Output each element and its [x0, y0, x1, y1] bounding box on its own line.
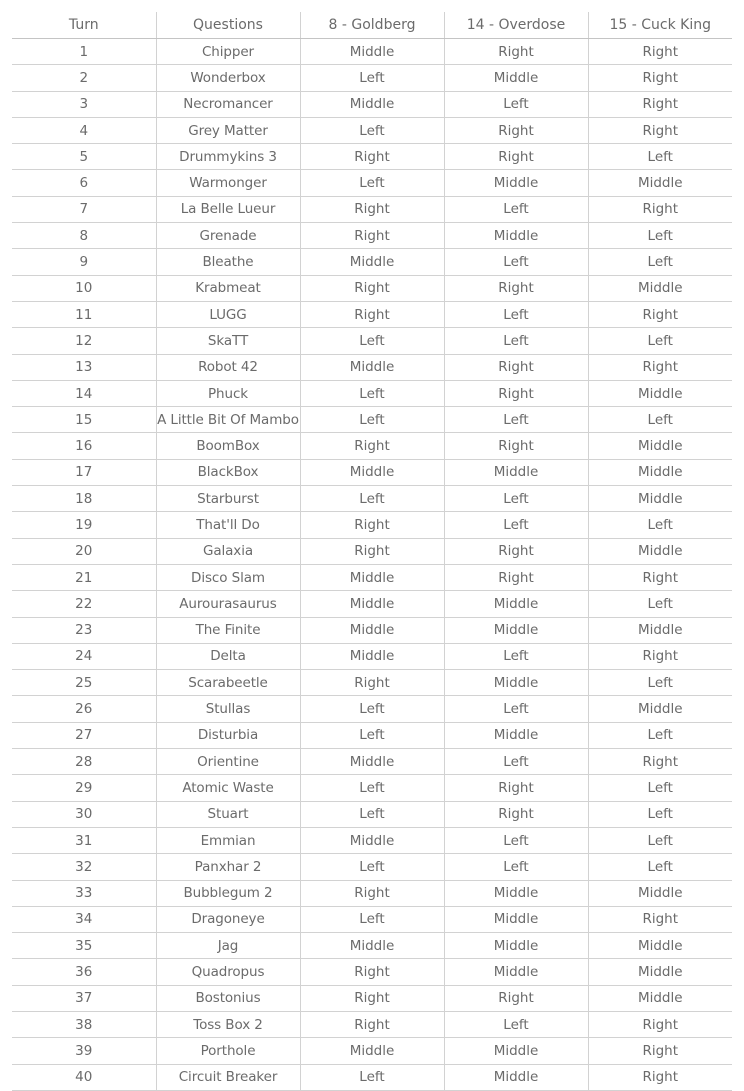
cell-overdose: Right: [444, 433, 588, 459]
cell-cuck-king: Left: [588, 407, 732, 433]
cell-overdose: Right: [444, 39, 588, 65]
cell-question: Galaxia: [156, 538, 300, 564]
table-row: [12, 880, 732, 906]
table-row: [12, 617, 732, 643]
table-row: [12, 459, 732, 485]
cell-cuck-king: Right: [588, 65, 732, 91]
header-turn: Turn: [12, 12, 156, 39]
table-row: [12, 1064, 732, 1090]
table-row: [12, 722, 732, 748]
header-overdose: 14 - Overdose: [444, 12, 588, 39]
cell-goldberg: Right: [300, 433, 444, 459]
cell-cuck-king: Middle: [588, 933, 732, 959]
cell-cuck-king: Right: [588, 1038, 732, 1064]
cell-question: Orientine: [156, 749, 300, 775]
cell-question: Stuart: [156, 801, 300, 827]
cell-cuck-king: Middle: [588, 459, 732, 485]
cell-question: Wonderbox: [156, 65, 300, 91]
cell-goldberg: Left: [300, 486, 444, 512]
cell-cuck-king: Middle: [588, 275, 732, 301]
cell-overdose: Middle: [444, 591, 588, 617]
cell-question: A Little Bit Of Mambo: [156, 407, 300, 433]
cell-goldberg: Middle: [300, 643, 444, 669]
table-row: [12, 328, 732, 354]
cell-overdose: Right: [444, 775, 588, 801]
table-row: [12, 854, 732, 880]
cell-goldberg: Middle: [300, 249, 444, 275]
table-row: [12, 959, 732, 985]
cell-overdose: Right: [444, 354, 588, 380]
header-row: [12, 12, 732, 39]
cell-goldberg: Right: [300, 538, 444, 564]
cell-overdose: Middle: [444, 1064, 588, 1090]
cell-question: Atomic Waste: [156, 775, 300, 801]
cell-goldberg: Right: [300, 959, 444, 985]
cell-question: That'll Do: [156, 512, 300, 538]
cell-question: Starburst: [156, 486, 300, 512]
cell-question: Toss Box 2: [156, 1011, 300, 1037]
table-row: [12, 275, 732, 301]
cell-turn: 21: [12, 564, 156, 590]
table-row: [12, 117, 732, 143]
cell-turn: 4: [12, 117, 156, 143]
cell-overdose: Left: [444, 196, 588, 222]
cell-cuck-king: Right: [588, 1064, 732, 1090]
cell-question: Circuit Breaker: [156, 1064, 300, 1090]
cell-question: Disco Slam: [156, 564, 300, 590]
cell-question: Drummykins 3: [156, 144, 300, 170]
cell-question: Phuck: [156, 380, 300, 406]
cell-goldberg: Right: [300, 670, 444, 696]
cell-cuck-king: Left: [588, 854, 732, 880]
cell-cuck-king: Left: [588, 775, 732, 801]
cell-overdose: Middle: [444, 880, 588, 906]
cell-question: BlackBox: [156, 459, 300, 485]
cell-question: Chipper: [156, 39, 300, 65]
cell-goldberg: Left: [300, 775, 444, 801]
cell-overdose: Middle: [444, 1038, 588, 1064]
cell-turn: 2: [12, 65, 156, 91]
cell-goldberg: Right: [300, 512, 444, 538]
cell-cuck-king: Right: [588, 564, 732, 590]
cell-question: Delta: [156, 643, 300, 669]
cell-cuck-king: Middle: [588, 486, 732, 512]
table-row: [12, 906, 732, 932]
cell-turn: 15: [12, 407, 156, 433]
cell-goldberg: Left: [300, 906, 444, 932]
cell-turn: 6: [12, 170, 156, 196]
cell-overdose: Right: [444, 144, 588, 170]
cell-goldberg: Right: [300, 880, 444, 906]
table-row: [12, 433, 732, 459]
cell-overdose: Right: [444, 564, 588, 590]
cell-cuck-king: Left: [588, 591, 732, 617]
cell-cuck-king: Middle: [588, 380, 732, 406]
cell-turn: 34: [12, 906, 156, 932]
cell-question: Warmonger: [156, 170, 300, 196]
cell-question: Porthole: [156, 1038, 300, 1064]
cell-question: Necromancer: [156, 91, 300, 117]
cell-overdose: Left: [444, 696, 588, 722]
cell-goldberg: Right: [300, 301, 444, 327]
cell-turn: 9: [12, 249, 156, 275]
cell-overdose: Right: [444, 985, 588, 1011]
table-row: [12, 512, 732, 538]
cell-question: Grenade: [156, 223, 300, 249]
cell-goldberg: Right: [300, 1011, 444, 1037]
table-row: [12, 354, 732, 380]
cell-goldberg: Middle: [300, 459, 444, 485]
cell-question: La Belle Lueur: [156, 196, 300, 222]
cell-cuck-king: Right: [588, 301, 732, 327]
cell-turn: 39: [12, 1038, 156, 1064]
table-row: [12, 144, 732, 170]
table-row: [12, 196, 732, 222]
cell-overdose: Middle: [444, 670, 588, 696]
header-goldberg: 8 - Goldberg: [300, 12, 444, 39]
table-body: [12, 39, 732, 1091]
cell-question: Emmian: [156, 827, 300, 853]
cell-overdose: Left: [444, 91, 588, 117]
table-row: [12, 407, 732, 433]
cell-question: Bostonius: [156, 985, 300, 1011]
cell-question: Panxhar 2: [156, 854, 300, 880]
cell-turn: 28: [12, 749, 156, 775]
cell-goldberg: Middle: [300, 39, 444, 65]
cell-question: Scarabeetle: [156, 670, 300, 696]
cell-goldberg: Left: [300, 801, 444, 827]
cell-turn: 24: [12, 643, 156, 669]
cell-turn: 25: [12, 670, 156, 696]
cell-overdose: Right: [444, 538, 588, 564]
cell-overdose: Middle: [444, 906, 588, 932]
cell-turn: 31: [12, 827, 156, 853]
cell-goldberg: Middle: [300, 354, 444, 380]
cell-question: Quadropus: [156, 959, 300, 985]
cell-turn: 14: [12, 380, 156, 406]
table-row: [12, 65, 732, 91]
cell-overdose: Left: [444, 486, 588, 512]
cell-goldberg: Middle: [300, 1038, 444, 1064]
table-row: [12, 696, 732, 722]
table-row: [12, 1011, 732, 1037]
cell-goldberg: Middle: [300, 91, 444, 117]
cell-overdose: Right: [444, 801, 588, 827]
cell-overdose: Left: [444, 249, 588, 275]
cell-goldberg: Left: [300, 407, 444, 433]
cell-cuck-king: Right: [588, 91, 732, 117]
cell-goldberg: Middle: [300, 827, 444, 853]
cell-cuck-king: Left: [588, 249, 732, 275]
table-row: [12, 591, 732, 617]
cell-question: Robot 42: [156, 354, 300, 380]
cell-turn: 23: [12, 617, 156, 643]
cell-turn: 30: [12, 801, 156, 827]
cell-overdose: Middle: [444, 170, 588, 196]
table-row: [12, 670, 732, 696]
cell-turn: 1: [12, 39, 156, 65]
cell-goldberg: Right: [300, 144, 444, 170]
cell-turn: 11: [12, 301, 156, 327]
cell-cuck-king: Right: [588, 906, 732, 932]
table-row: [12, 249, 732, 275]
cell-goldberg: Left: [300, 854, 444, 880]
cell-overdose: Left: [444, 749, 588, 775]
cell-cuck-king: Left: [588, 722, 732, 748]
cell-cuck-king: Left: [588, 670, 732, 696]
cell-overdose: Left: [444, 854, 588, 880]
cell-overdose: Middle: [444, 617, 588, 643]
table-row: [12, 538, 732, 564]
cell-goldberg: Middle: [300, 749, 444, 775]
header-cuck-king: 15 - Cuck King: [588, 12, 732, 39]
table-row: [12, 486, 732, 512]
cell-turn: 5: [12, 144, 156, 170]
answers-table-container: [12, 12, 732, 1091]
cell-goldberg: Middle: [300, 933, 444, 959]
cell-question: Disturbia: [156, 722, 300, 748]
cell-question: SkaTT: [156, 328, 300, 354]
cell-cuck-king: Middle: [588, 880, 732, 906]
table-row: [12, 827, 732, 853]
cell-overdose: Right: [444, 275, 588, 301]
table-row: [12, 801, 732, 827]
cell-goldberg: Left: [300, 328, 444, 354]
cell-question: Stullas: [156, 696, 300, 722]
cell-overdose: Middle: [444, 223, 588, 249]
cell-question: LUGG: [156, 301, 300, 327]
cell-turn: 17: [12, 459, 156, 485]
cell-cuck-king: Middle: [588, 617, 732, 643]
cell-turn: 29: [12, 775, 156, 801]
cell-question: Bleathe: [156, 249, 300, 275]
cell-overdose: Left: [444, 1011, 588, 1037]
cell-cuck-king: Left: [588, 827, 732, 853]
cell-turn: 3: [12, 91, 156, 117]
table-row: [12, 91, 732, 117]
table-row: [12, 380, 732, 406]
table-row: [12, 564, 732, 590]
cell-turn: 37: [12, 985, 156, 1011]
cell-overdose: Left: [444, 827, 588, 853]
cell-turn: 19: [12, 512, 156, 538]
cell-question: Bubblegum 2: [156, 880, 300, 906]
cell-turn: 27: [12, 722, 156, 748]
cell-cuck-king: Middle: [588, 170, 732, 196]
cell-goldberg: Left: [300, 722, 444, 748]
cell-goldberg: Left: [300, 65, 444, 91]
cell-turn: 35: [12, 933, 156, 959]
cell-cuck-king: Middle: [588, 696, 732, 722]
cell-overdose: Right: [444, 380, 588, 406]
cell-turn: 12: [12, 328, 156, 354]
table-row: [12, 301, 732, 327]
cell-goldberg: Left: [300, 696, 444, 722]
cell-overdose: Right: [444, 117, 588, 143]
cell-overdose: Left: [444, 512, 588, 538]
cell-turn: 16: [12, 433, 156, 459]
cell-cuck-king: Right: [588, 749, 732, 775]
cell-overdose: Left: [444, 301, 588, 327]
cell-turn: 40: [12, 1064, 156, 1090]
cell-cuck-king: Right: [588, 117, 732, 143]
cell-turn: 22: [12, 591, 156, 617]
cell-turn: 26: [12, 696, 156, 722]
cell-turn: 38: [12, 1011, 156, 1037]
cell-turn: 20: [12, 538, 156, 564]
cell-cuck-king: Right: [588, 1011, 732, 1037]
cell-turn: 8: [12, 223, 156, 249]
cell-goldberg: Right: [300, 275, 444, 301]
cell-overdose: Middle: [444, 65, 588, 91]
table-row: [12, 749, 732, 775]
cell-overdose: Middle: [444, 959, 588, 985]
table-row: [12, 775, 732, 801]
cell-turn: 36: [12, 959, 156, 985]
table-row: [12, 933, 732, 959]
cell-cuck-king: Right: [588, 354, 732, 380]
table-row: [12, 643, 732, 669]
cell-turn: 10: [12, 275, 156, 301]
cell-cuck-king: Right: [588, 196, 732, 222]
cell-overdose: Left: [444, 328, 588, 354]
cell-goldberg: Middle: [300, 564, 444, 590]
cell-question: Krabmeat: [156, 275, 300, 301]
cell-overdose: Middle: [444, 459, 588, 485]
cell-question: Jag: [156, 933, 300, 959]
table-row: [12, 223, 732, 249]
cell-goldberg: Left: [300, 1064, 444, 1090]
cell-question: The Finite: [156, 617, 300, 643]
cell-cuck-king: Middle: [588, 985, 732, 1011]
header-questions: Questions: [156, 12, 300, 39]
cell-cuck-king: Middle: [588, 433, 732, 459]
cell-turn: 18: [12, 486, 156, 512]
cell-cuck-king: Left: [588, 328, 732, 354]
cell-goldberg: Left: [300, 117, 444, 143]
cell-cuck-king: Left: [588, 801, 732, 827]
cell-cuck-king: Middle: [588, 959, 732, 985]
cell-goldberg: Left: [300, 380, 444, 406]
cell-question: Grey Matter: [156, 117, 300, 143]
cell-question: Dragoneye: [156, 906, 300, 932]
cell-turn: 13: [12, 354, 156, 380]
cell-cuck-king: Left: [588, 223, 732, 249]
answers-table: [12, 12, 732, 1091]
cell-cuck-king: Left: [588, 144, 732, 170]
cell-cuck-king: Right: [588, 643, 732, 669]
table-row: [12, 985, 732, 1011]
cell-cuck-king: Middle: [588, 538, 732, 564]
cell-goldberg: Right: [300, 985, 444, 1011]
cell-goldberg: Left: [300, 170, 444, 196]
table-row: [12, 1038, 732, 1064]
cell-overdose: Middle: [444, 722, 588, 748]
cell-question: Aurourasaurus: [156, 591, 300, 617]
table-row: [12, 39, 732, 65]
cell-cuck-king: Left: [588, 512, 732, 538]
cell-overdose: Left: [444, 643, 588, 669]
cell-turn: 33: [12, 880, 156, 906]
cell-turn: 7: [12, 196, 156, 222]
cell-cuck-king: Right: [588, 39, 732, 65]
cell-overdose: Middle: [444, 933, 588, 959]
cell-turn: 32: [12, 854, 156, 880]
cell-overdose: Left: [444, 407, 588, 433]
cell-goldberg: Middle: [300, 617, 444, 643]
cell-goldberg: Middle: [300, 591, 444, 617]
cell-question: BoomBox: [156, 433, 300, 459]
table-row: [12, 170, 732, 196]
cell-goldberg: Right: [300, 223, 444, 249]
cell-goldberg: Right: [300, 196, 444, 222]
